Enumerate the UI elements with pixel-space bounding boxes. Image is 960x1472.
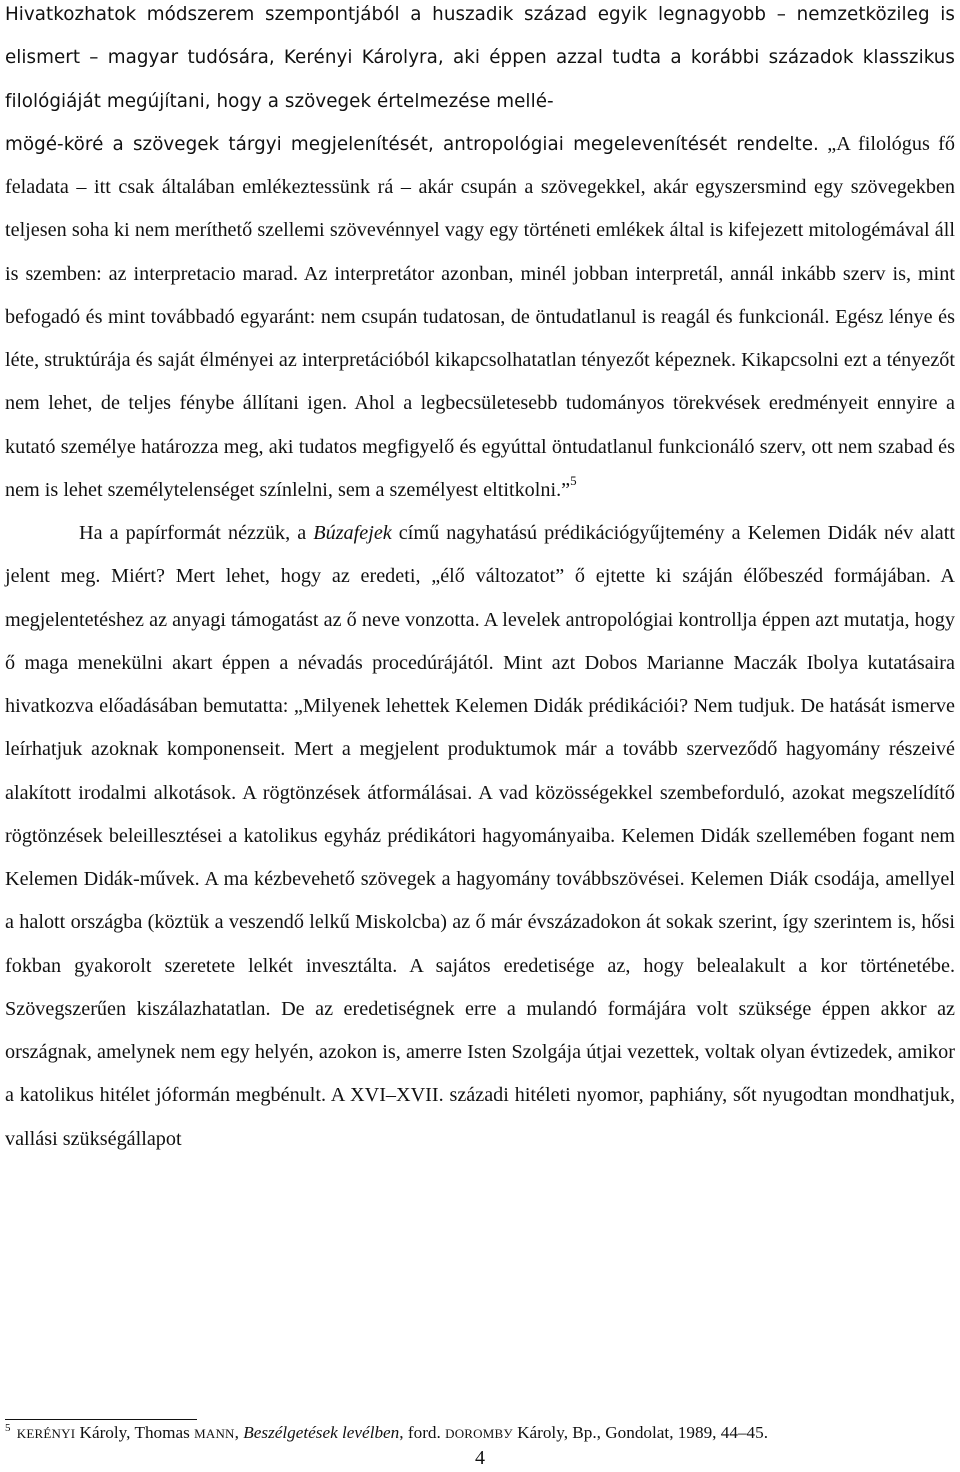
footnote-text: ,	[234, 1423, 244, 1442]
footnote-author-1: KERÉNYI	[16, 1426, 76, 1441]
paragraph-2	[5, 512, 955, 1161]
paragraph-1-intro-end: mögé-köré a szövegek tárgyi megjelenítését, antropológiai megelevenítését rendelte.	[5, 133, 819, 155]
footnote	[5, 1422, 955, 1445]
document-page	[5, 0, 955, 1472]
paragraph-2-body: című nagyhatású prédikációgyűjtemény a Kelemen Didák név alatt jelent meg. Miért? Mert lehet, hogy az eredeti, „élő változatot” ő ejtette ki száján élőbeszéd formájában. A megjelentetéshez az anyagi támogatást az ő neve vonzotta. A levelek antropológiai kontrollja éppen azt mutatja, hogy ő maga menekülni akart éppen a névadás procedúrájától. Mint azt Dobos Marianne Maczák Ibolya kutatásaira hivatkozva előadásában bemutatta: „Milyenek lehettek Kelemen Didák prédikációi? Nem tudjuk. De hatását ismerve leírhatjuk azoknak komponenseit. Mert a megjelent produktumok már a tovább szerveződő hagyomány részeivé alakított irodalmi alkotások. A rögtönzések átformálásai. A vad közösségekkel szembeforduló, azokat megszelídítő rögtönzések beleillesztései a katolikus egyház prédikátori hagyományaiba. Kelemen Didák szellemében fogant nem Kelemen Didák-művek. A ma kézbevehető szövegek a hagyomány továbbszövései. Kelemen Diák csodája, amellyel a halott országba (köztük a veszendő lelkű Miskolcba) az ő már évszázadokon át sokak szerint, így szerintem is, hősi fokban gyakorolt szeretete lelkét invesztálta. A sajátos eredetisége az, hogy belealakult a kor történetébe. Szövegszerűen kiszálazhatatlan. De az eredetiségnek erre a mulandó formájára volt szüksége éppen akkor az országnak, amelynek nem egy helyén, azokon is, amerre Isten Szolgája útjai vezettek, voltak olyan évtizedek, amikor a katolikus hitélet jóformán megbénult. A XVI–XVII. századi hitéleti nyomor, paphiány, sőt nyugodtan mondhatjuk, vallási szükségállapot	[5, 522, 955, 1150]
footnote-number: 5	[5, 1422, 11, 1435]
paragraph-2-start: Ha a papírformát nézzük, a	[79, 522, 314, 544]
paragraph-1-intro: Hivatkozhatok módszerem szempontjából a huszadik század egyik legnagyobb – nemzetközileg is elismert – magyar tudósára, Kerényi Károlyra, aki éppen azzal tudta a korábbi századok klasszikus filológiáját megújítani, hogy a szövegek értelmezése mellé-	[5, 4, 955, 112]
book-title-buzafejek: Búzafejek	[313, 522, 392, 544]
footnote-reference[interactable]: 5	[570, 473, 577, 489]
footnote-text: Károly, Bp., Gondolat, 1989, 44–45.	[512, 1423, 769, 1442]
footnote-separator	[5, 1419, 197, 1420]
footnote-title: Beszélgetések levélben	[243, 1423, 400, 1442]
footnote-text: , ford.	[399, 1423, 446, 1442]
paragraph-1	[5, 0, 955, 512]
footnote-text: Károly, Thomas	[75, 1423, 195, 1442]
footnote-author-2: MANN	[194, 1426, 235, 1441]
kerenyi-quote: „A filológus fő feladata – itt csak általában emlékeztessünk rá – akár csupán a szövegekkel, akár egyszersmind egy szövegekben teljesen soha ki nem meríthető szellemi szövevénnyel vagy egy történeti emlékek által is kifejezett mitologémával áll is szemben: az interpretacio marad. Az interpretátor azonban, minél jobban interpretál, annál inkább szerv is, mint befogadó és mint továbbadó egyaránt: nem csupán tudatosan, de öntudatlanul is reagál és funkcionál. Egész lénye és léte, struktúrája és saját élményei az interpretációból kikapcsolhatatlan tényezőt képeznek. Kikapcsolni ezt a tényezőt nem lehet, de teljes fénybe állítani igen. Ahol a legbecsületesebb tudományos törekvések eredményeit ennyire a kutató személye határozza meg, aki tudatos megfigyelő és egyúttal öntudatlanul funkcionáló szerv, ott nem szabad és nem is lehet személytelenséget színlelni, sem a személyest eltitkolni.”	[5, 132, 955, 501]
body-text	[5, 0, 955, 1161]
footnote-translator: DOROMBУ	[445, 1426, 513, 1441]
page-number: 4	[475, 1447, 485, 1469]
